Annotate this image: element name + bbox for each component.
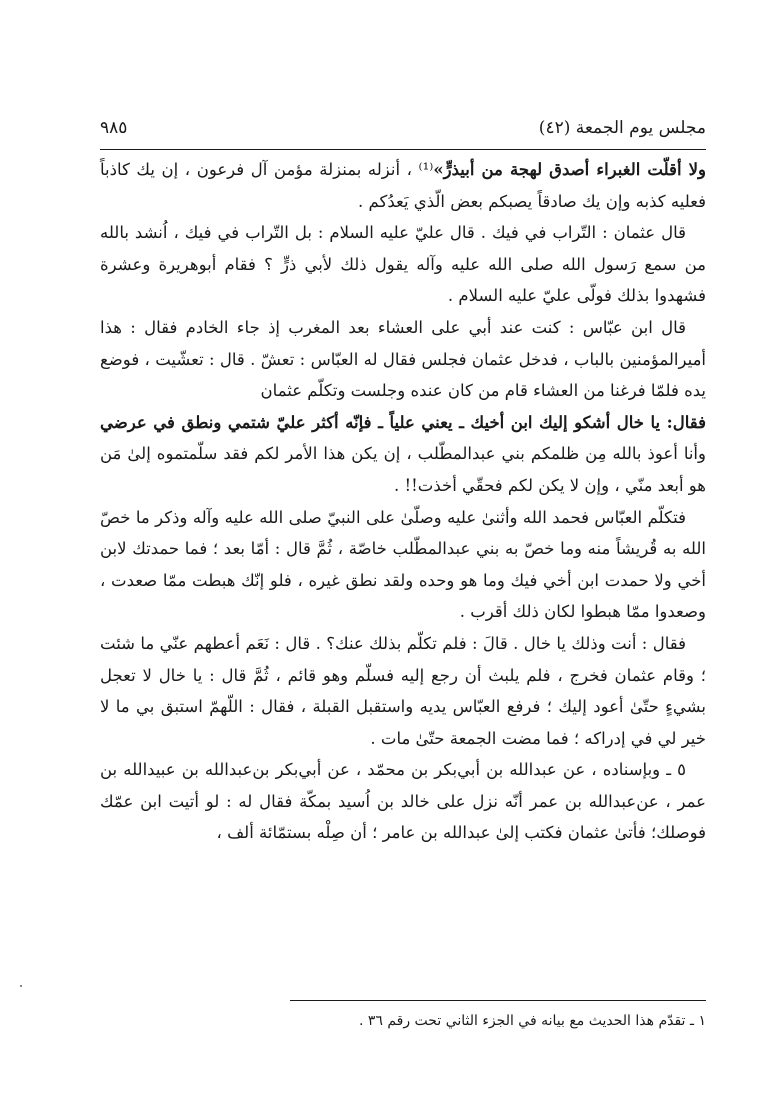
margin-speck xyxy=(20,985,22,987)
bold-lead: ولا أقلّت الغبراء أصدق لهجة من أبيذرٍّ» xyxy=(433,160,706,179)
paragraph-6 xyxy=(100,628,706,754)
footnote: ١ ـ تقدّم هذا الحديث مع بيانه في الجزء الثاني تحت رقم ٣٦ . xyxy=(358,1013,706,1029)
paragraph-text: فقال : أنت وذلك يا خال . قالَ : فلم تكلّم بذلك عنك؟ . قال : نَعَم أعطهم عنّي ما شئت ؛ وقام عثمان فخرج ، فلم يلبث أن رجع إليه فسلّم وهو قائم ، ثُمَّ قال : يا خال لا تعجل بشيءٍ حتّىٰ أعود إليك ؛ فرفع العبّاس يديه واستقبل القبلة ، فقال : اللّهمّ استبق بي ما لا خير لي في إدراكه ؛ فما مضت الجمعة حتّىٰ مات . xyxy=(100,633,706,748)
paragraph-7 xyxy=(100,754,706,849)
running-title: مجلس يوم الجمعة (٤٢) xyxy=(538,118,706,138)
paragraph-1 xyxy=(100,154,706,217)
main-text xyxy=(100,154,706,849)
paragraph-text: قال ابن عبّاس : كنت عند أبي على العشاء بعد المغرب إذ جاء الخادم فقال : هذا أميرالمؤمنين بالباب ، فدخل عثمان فجلس فقال له العبّاس : تعشّ . قال : تعشّيت ، فوضع يده فلمّا فرغنا من العشاء قام من كان عنده وجلست وتكلّم عثمان xyxy=(100,317,706,401)
paragraph-text: وأنا أعوذ بالله مِن ظلمكم بني عبدالمطّلب ، إن يكن هذا الأمر لكم فقد سلّمتموه إلىٰ مَن هو أبعد منّي ، وإن لا يكن لكم فحقّي أخذت!! . xyxy=(100,444,706,495)
bold-lead: فقال: يا خال أشكو إليك ابن أخيك ـ يعني علياً ـ فإنّه أكثر عليّ شتمي ونطق في عرضي xyxy=(100,412,706,432)
paragraph-text: ⁽¹⁾ ، أنزله بمنزلة مؤمن آل فرعون ، إن يك كاذباً فعليه كذبه وإن يك صادقاً يصبكم بعض الّذي يَعدُكم . xyxy=(100,160,706,211)
paragraph-5 xyxy=(100,502,706,628)
header-divider xyxy=(100,149,706,150)
paragraph-text: فتكلّم العبّاس فحمد الله وأثنىٰ عليه وصلّىٰ على النبيّ صلى الله عليه وآله وذكر ما خصّ الله به قُريشاً منه وما خصّ به بني عبدالمطّلب خاصّة ، ثُمَّ قال : أمّا بعد ؛ فما حمدتك لابن أخي ولا حمدت ابن أخي فيك وما هو وحده ولقد نطق غيره ، فلو إنّك هبطت ممّا صعدت ، وصعدوا ممّا هبطوا لكان ذلك أقرب . xyxy=(100,507,706,622)
page-header xyxy=(100,118,706,148)
paragraph-4 xyxy=(100,407,706,502)
paragraph-text: ٥ ـ وبإسناده ، عن عبدالله بن أبي‌بكر بن محمّد ، عن أبي‌بكر بن‌عبدالله بن‌ عبيدالله بن عمر ، عن‌عبدالله بن عمر أنّه نزل على خالد بن اُسيد بمكّة فقال له : لو أتيت ابن عمّك فوصلك؛ فأتىٰ عثمان فكتب إلىٰ عبدالله بن عامر ؛ أن صِلْه بستمّائة ألف ، xyxy=(100,760,706,843)
paragraph-3 xyxy=(100,312,706,407)
page-number: ٩٨٥ xyxy=(100,118,128,138)
paragraph-2 xyxy=(100,217,706,312)
footnote-divider xyxy=(290,1000,706,1001)
paragraph-text: قال عثمان : التّراب في فيك . قال عليّ عليه السلام : بل التّراب في فيك ، اُنشد بالله من سمع رَسول الله صلى الله عليه وآله يقول ذلك لأبي ذرٍّ ؟ فقام أبوهريرة وعشرة فشهدوا بذلك فولّى عليّ عليه السلام . xyxy=(100,223,706,306)
